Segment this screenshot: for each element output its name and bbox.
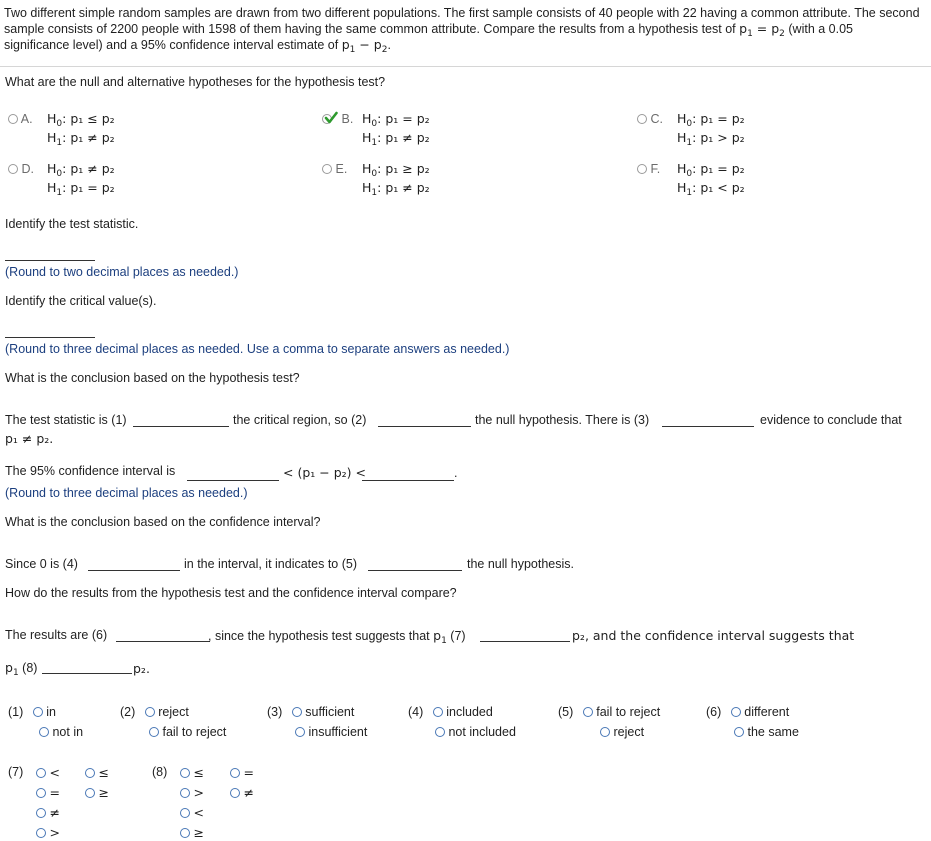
group-5-num: (5) (558, 705, 574, 719)
radio-a[interactable] (8, 114, 18, 124)
conclusion-part1: The test statistic is (1) (5, 413, 127, 427)
radio-2-fail[interactable] (149, 727, 159, 737)
label-7-ne: ≠ (49, 805, 60, 820)
option-f-letter: F. (650, 162, 661, 176)
choice-group-6 (706, 702, 799, 742)
choice-6-different[interactable]: different (744, 705, 790, 719)
label-7-lt: < (49, 765, 60, 780)
choice-group-4 (408, 702, 516, 742)
choice-group-1 (8, 702, 83, 742)
radio-f[interactable] (637, 164, 647, 174)
results-part2-text: , since the hypothesis test suggests that (208, 629, 430, 643)
dropdown-1[interactable] (133, 426, 229, 427)
option-c-h1: $H_1$: p₁ > p₂ (677, 130, 745, 148)
ci-text: The 95% confidence interval is (5, 464, 176, 478)
radio-6-same[interactable] (734, 727, 744, 737)
radio-8-le[interactable] (180, 768, 190, 778)
radio-7-le[interactable] (85, 768, 95, 778)
dropdown-4[interactable] (88, 570, 180, 571)
radio-1-not-in[interactable] (39, 727, 49, 737)
group-2-num: (2) (120, 705, 136, 719)
dropdown-3[interactable] (662, 426, 754, 427)
note-three-decimals-comma: (Round to three decimal places as needed. Use a comma to separate answers as needed.) (5, 342, 510, 356)
question-conclusion-ci: What is the conclusion based on the confidence interval? (5, 515, 321, 529)
option-b-selected (322, 113, 338, 125)
option-f-h1: $H_1$: p₁ < p₂ (677, 180, 745, 198)
critical-values-input[interactable] (5, 337, 95, 338)
label-8-ge: ≥ (193, 825, 204, 840)
radio-7-eq[interactable] (36, 788, 46, 798)
conclusion-part2: the critical region, so (2) (233, 413, 367, 427)
conclusion-part3: the null hypothesis. There is (3) (475, 413, 650, 427)
label-7-le: ≤ (98, 765, 109, 780)
option-b-letter: B. (341, 112, 354, 126)
radio-4-included[interactable] (433, 707, 443, 717)
question-conclusion-test: What is the conclusion based on the hypothesis test? (5, 371, 300, 385)
choice-1-in[interactable]: in (46, 705, 56, 719)
group-8-num: (8) (152, 765, 168, 779)
option-c-letter: C. (650, 112, 663, 126)
radio-8-gt[interactable] (180, 788, 190, 798)
option-a[interactable] (8, 112, 33, 126)
radio-7-gt[interactable] (36, 828, 46, 838)
dropdown-8[interactable] (42, 673, 132, 674)
group-7-num: (7) (8, 765, 24, 779)
note-two-decimals: (Round to two decimal places as needed.) (5, 265, 239, 279)
label-8-eq: = (243, 765, 254, 780)
option-f-h0: $H_0$: p₁ = p₂ (677, 161, 745, 179)
choice-7-eq[interactable] (36, 785, 60, 800)
choice-3-sufficient[interactable]: sufficient (305, 705, 355, 719)
question-text: Two different simple random samples are drawn from two different populations. The first sample consists of 40 people with 22 having a common attribute. The second sample consists of 2200 people with 1598 of them having the same common attribute. Compare the results from a hypothesis test of $p_1 = p_2$ (with a 0.05 significance level) and a 95% confidence interval estimate of $p_1 - p_2$. (4, 6, 920, 55)
choice-7-gt[interactable] (36, 825, 60, 840)
checkmark-icon (324, 111, 338, 125)
results-part4: $p_1$ (8) (5, 660, 38, 678)
ci-middle: < (p₁ − p₂) < (283, 465, 366, 480)
radio-3-sufficient[interactable] (292, 707, 302, 717)
test-statistic-input[interactable] (5, 260, 95, 261)
radio-c[interactable] (637, 114, 647, 124)
radio-8-lt[interactable] (180, 808, 190, 818)
question-test-statistic: Identify the test statistic. (5, 217, 139, 231)
option-d-h1: $H_1$: p₁ = p₂ (47, 180, 115, 198)
option-a-letter: A. (20, 112, 33, 126)
group-4-num: (4) (408, 705, 424, 719)
results-part2: , since the hypothesis test suggests that $p_1$ (7) (208, 628, 466, 646)
results-part1: The results are (6) (5, 628, 108, 642)
results-part4-num: (8) (22, 661, 38, 675)
option-e-h1: $H_1$: p₁ ≠ p₂ (362, 180, 430, 198)
radio-1-in[interactable] (33, 707, 43, 717)
choice-3-insufficient[interactable]: insufficient (308, 725, 368, 739)
option-a-h1: $H_1$: p₁ ≠ p₂ (47, 130, 115, 148)
option-b-h1: $H_1$: p₁ ≠ p₂ (362, 130, 430, 148)
group-1-num: (1) (8, 705, 24, 719)
dropdown-6[interactable] (116, 641, 210, 642)
option-e[interactable] (322, 162, 347, 176)
radio-7-lt[interactable] (36, 768, 46, 778)
choice-group-5 (558, 702, 660, 742)
question-hypotheses: What are the null and alternative hypotheses for the hypothesis test? (5, 75, 386, 89)
option-b-h0: $H_0$: p₁ = p₂ (362, 111, 430, 129)
radio-4-not-included[interactable] (435, 727, 445, 737)
choice-4-not-included[interactable]: not included (448, 725, 516, 739)
choice-7-ge[interactable] (85, 785, 109, 800)
note-three-decimals: (Round to three decimal places as needed.) (5, 486, 248, 500)
label-7-gt: > (49, 825, 60, 840)
question-critical-values: Identify the critical value(s). (5, 294, 157, 308)
choice-2-reject[interactable]: reject (158, 705, 189, 719)
choice-2-fail[interactable]: fail to reject (162, 725, 227, 739)
ci-end: . (454, 466, 458, 480)
choice-7-lt[interactable] (36, 765, 60, 780)
option-e-h0: $H_0$: p₁ ≥ p₂ (362, 161, 430, 179)
radio-d[interactable] (8, 164, 18, 174)
radio-8-ne[interactable] (230, 788, 240, 798)
choice-8-ge[interactable] (180, 825, 204, 840)
group-6-num: (6) (706, 705, 722, 719)
conclusion-part4: evidence to conclude that (760, 413, 902, 427)
option-e-letter: E. (335, 162, 348, 176)
option-b[interactable] (322, 112, 353, 126)
conclusion-part5: p₁ ≠ p₂. (5, 431, 54, 446)
option-d-letter: D. (21, 162, 34, 176)
choice-7-le[interactable] (85, 765, 109, 780)
group-3-num: (3) (267, 705, 283, 719)
choice-5-reject[interactable]: reject (613, 725, 645, 739)
radio-7-ne[interactable] (36, 808, 46, 818)
question-compare: How do the results from the hypothesis test and the confidence interval compare? (5, 586, 457, 600)
choice-5-fail[interactable]: fail to reject (596, 705, 661, 719)
label-8-le: ≤ (193, 765, 204, 780)
choice-8-eq[interactable] (230, 765, 254, 780)
label-7-ge: ≥ (98, 785, 109, 800)
radio-2-reject[interactable] (145, 707, 155, 717)
radio-e[interactable] (322, 164, 332, 174)
label-7-eq: = (49, 785, 60, 800)
dropdown-7[interactable] (480, 641, 570, 642)
radio-8-ge[interactable] (180, 828, 190, 838)
choice-1-not-in[interactable]: not in (52, 725, 84, 739)
ci-lower-input[interactable] (187, 480, 279, 481)
radio-5-reject[interactable] (600, 727, 610, 737)
choice-group-3 (267, 702, 367, 742)
radio-5-fail[interactable] (583, 707, 593, 717)
choice-7-ne[interactable] (36, 805, 60, 820)
choice-8-gt[interactable] (180, 785, 204, 800)
results-part2b: (7) (450, 629, 466, 643)
option-c-h0: $H_0$: p₁ = p₂ (677, 111, 745, 129)
ci-upper-input[interactable] (362, 480, 454, 481)
choice-8-lt[interactable] (180, 805, 204, 820)
results-part3: p₂, and the confidence interval suggests that (572, 628, 855, 643)
option-d[interactable] (8, 162, 34, 176)
label-8-gt: > (193, 785, 204, 800)
since-part2: in the interval, it indicates to (5) (184, 557, 357, 571)
radio-3-insufficient[interactable] (295, 727, 305, 737)
choice-group-2 (120, 702, 226, 742)
dropdown-2[interactable] (378, 426, 471, 427)
choice-8-le[interactable] (180, 765, 204, 780)
radio-8-eq[interactable] (230, 768, 240, 778)
results-part5: p₂. (133, 661, 150, 676)
since-part1: Since 0 is (4) (5, 557, 78, 571)
option-d-h0: $H_0$: p₁ ≠ p₂ (47, 161, 115, 179)
radio-7-ge[interactable] (85, 788, 95, 798)
choice-6-same[interactable]: the same (747, 725, 799, 739)
choice-8-ne[interactable] (230, 785, 254, 800)
option-f[interactable] (637, 162, 660, 176)
choice-4-included[interactable]: included (446, 705, 493, 719)
dropdown-5[interactable] (368, 570, 462, 571)
option-a-h0: $H_0$: p₁ ≤ p₂ (47, 111, 115, 129)
since-part3: the null hypothesis. (467, 557, 575, 571)
option-c[interactable] (637, 112, 663, 126)
label-8-ne: ≠ (243, 785, 254, 800)
divider (0, 66, 931, 67)
radio-6-different[interactable] (731, 707, 741, 717)
label-8-lt: < (193, 805, 204, 820)
